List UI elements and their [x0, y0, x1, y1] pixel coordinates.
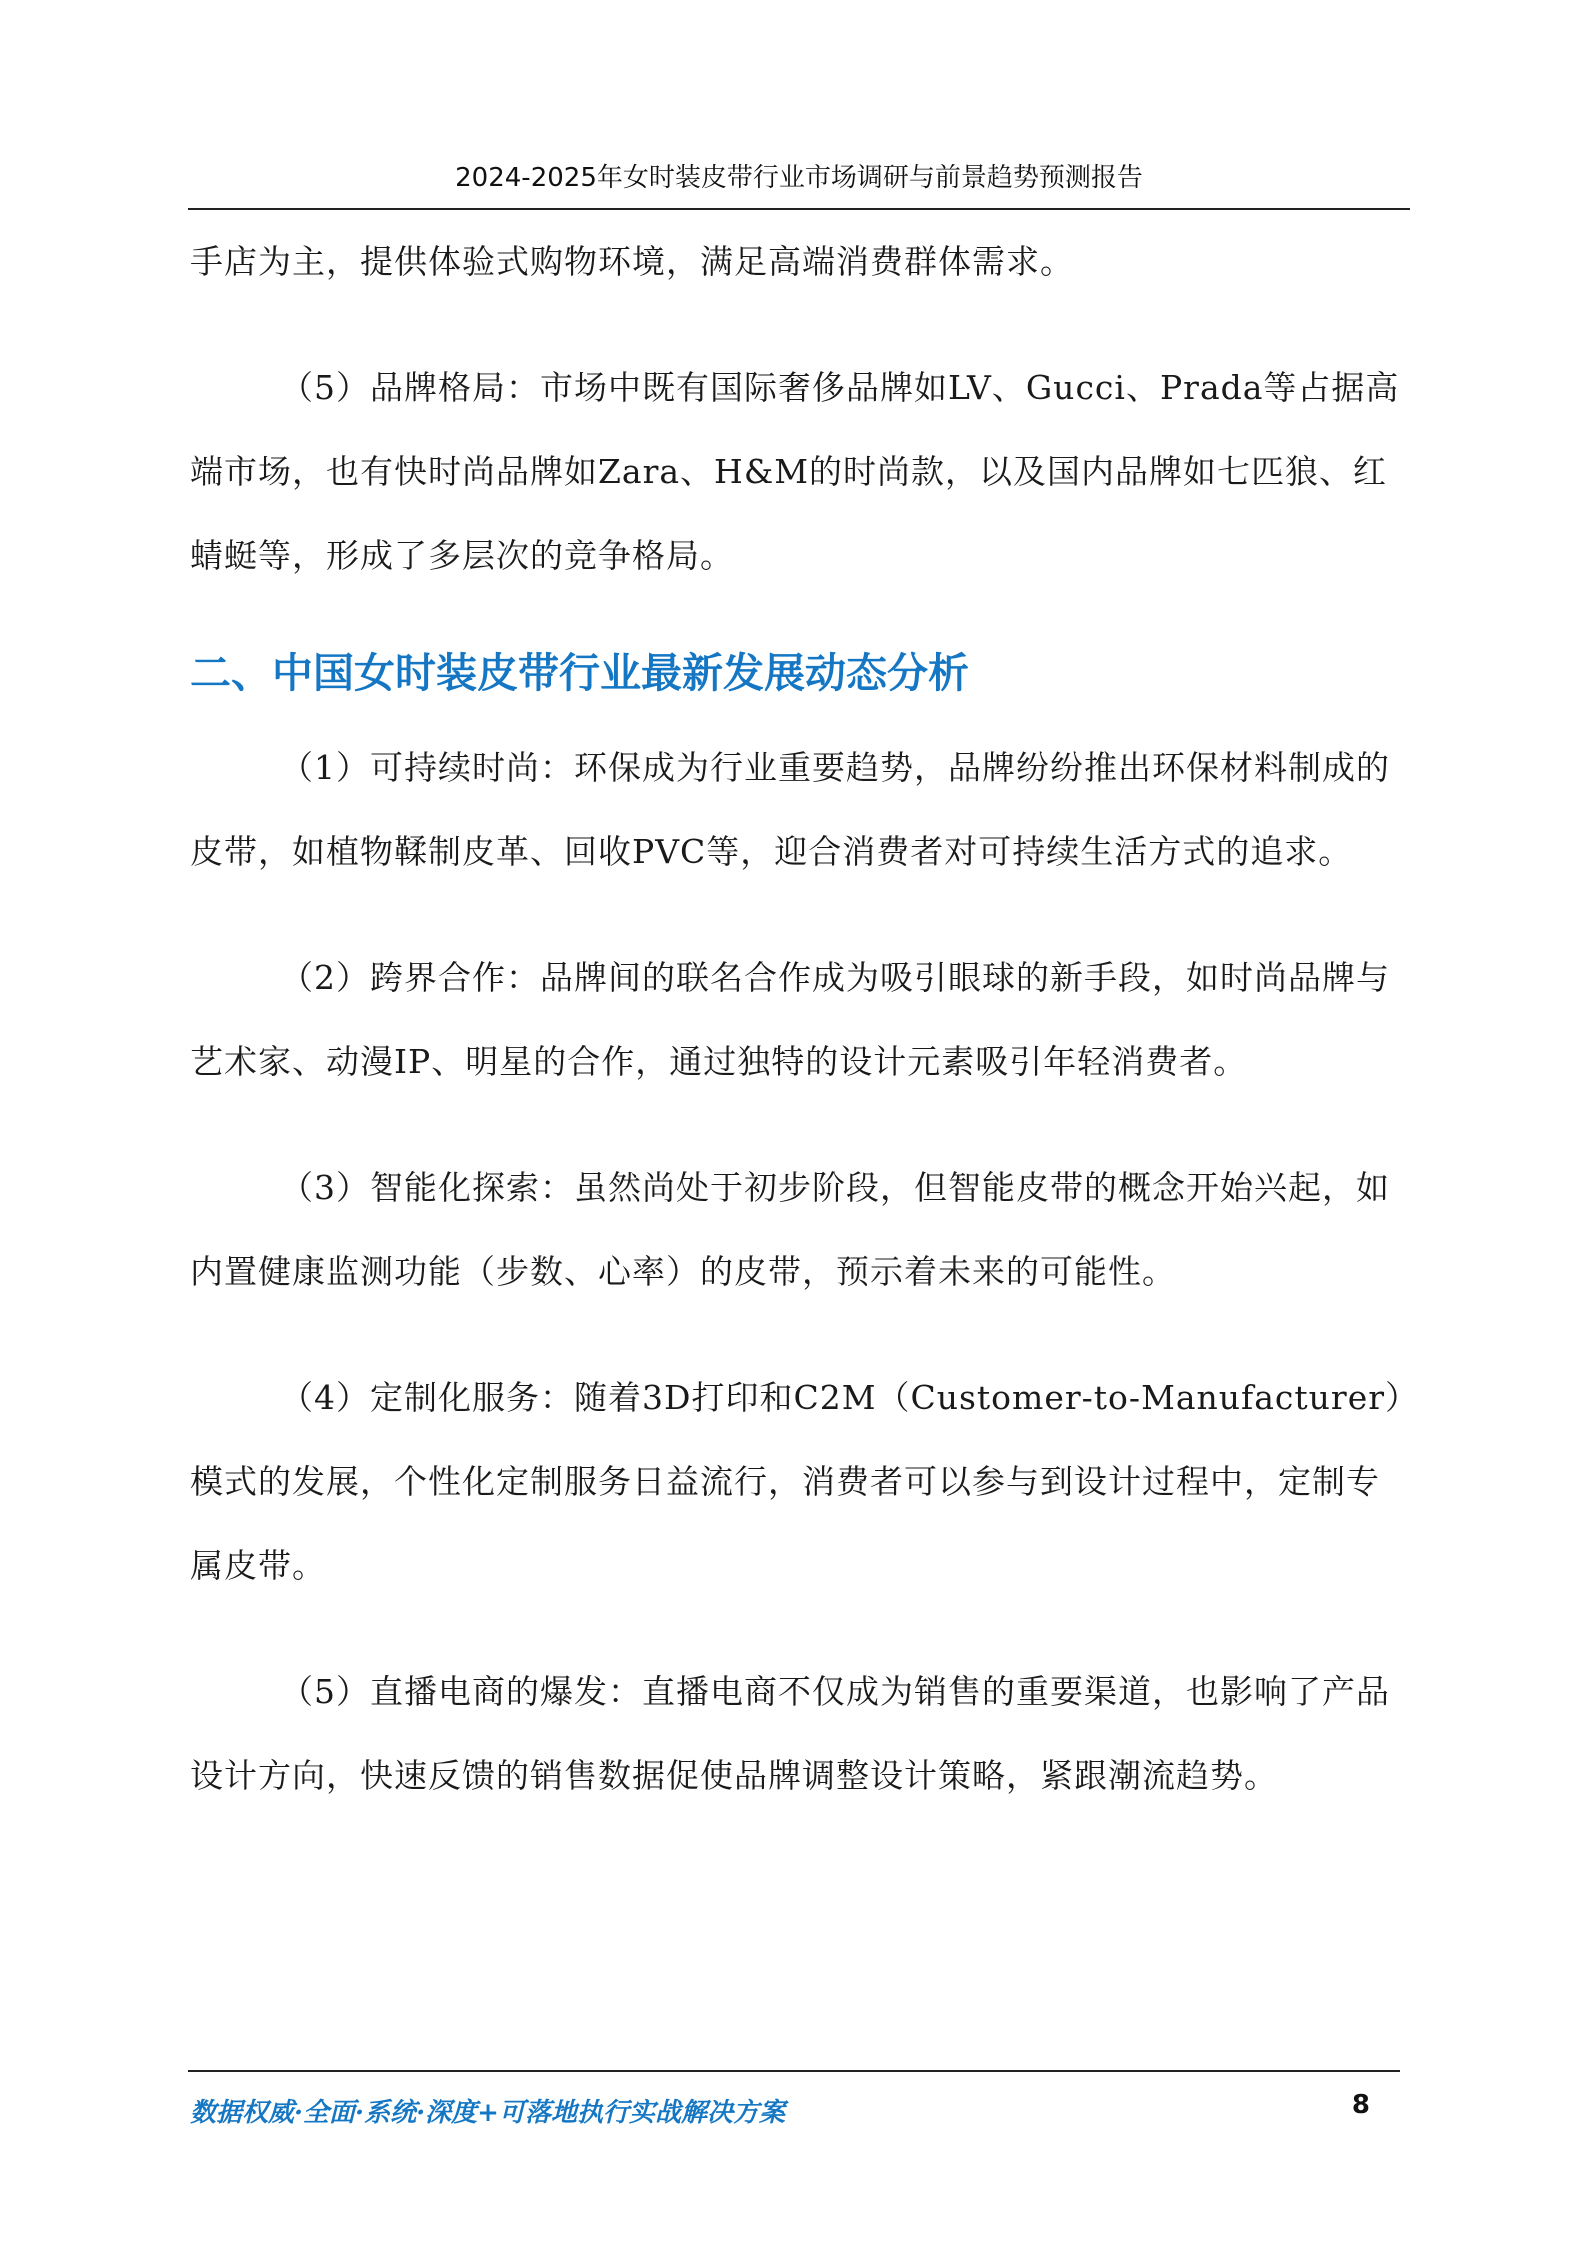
trend-paragraph-5: （5）直播电商的爆发：直播电商不仅成为销售的重要渠道，也影响了产品设计方向，快速反馈的销售数据促使品牌调整设计策略，紧跟潮流趋势。: [190, 1672, 1390, 1795]
trend-paragraph-2: （2）跨界合作：品牌间的联名合作成为吸引眼球的新手段，如时尚品牌与艺术家、动漫IP、明星的合作，通过独特的设计元素吸引年轻消费者。: [190, 958, 1390, 1081]
section-heading: 二、中国女时装皮带行业最新发展动态分析: [190, 649, 969, 697]
trend-paragraph-3: （3）智能化探索：虽然尚处于初步阶段，但智能皮带的概念开始兴起，如内置健康监测功能（步数、心率）的皮带，预示着未来的可能性。: [190, 1168, 1390, 1291]
page-content: [190, 220, 1405, 1818]
header-divider: [188, 208, 1410, 210]
footer-divider: [188, 2070, 1400, 2072]
continuation-paragraph: 手店为主，提供体验式购物环境，满足高端消费群体需求。: [190, 242, 1074, 281]
paragraph-gap: [190, 304, 1405, 346]
paragraph-gap: [190, 1314, 1405, 1356]
paragraph-gap: [190, 1608, 1405, 1650]
page-header-title: 2024-2025年女时装皮带行业市场调研与前景趋势预测报告: [455, 163, 1143, 193]
trend-paragraph-1: （1）可持续时尚：环保成为行业重要趋势，品牌纷纷推出环保材料制成的皮带，如植物鞣制皮革、回收PVC等，迎合消费者对可持续生活方式的追求。: [190, 748, 1390, 871]
paragraph-gap: [190, 894, 1405, 936]
paragraph-gap: [190, 1104, 1405, 1146]
trend-paragraph-4: （4）定制化服务：随着3D打印和C2M（Customer-to-Manufacturer）模式的发展，个性化定制服务日益流行，消费者可以参与到设计过程中，定制专属皮带。: [190, 1378, 1403, 1585]
brand-pattern-paragraph: （5）品牌格局：市场中既有国际奢侈品牌如LV、Gucci、Prada等占据高端市场，也有快时尚品牌如Zara、H&M的时尚款，以及国内品牌如七匹狼、红蜻蜓等，形成了多层次的竞争格局。: [190, 368, 1400, 575]
page-number: 8: [1351, 2090, 1370, 2120]
footer-slogan: 数据权威·全面·系统·深度+可落地执行实战解决方案: [190, 2098, 785, 2128]
